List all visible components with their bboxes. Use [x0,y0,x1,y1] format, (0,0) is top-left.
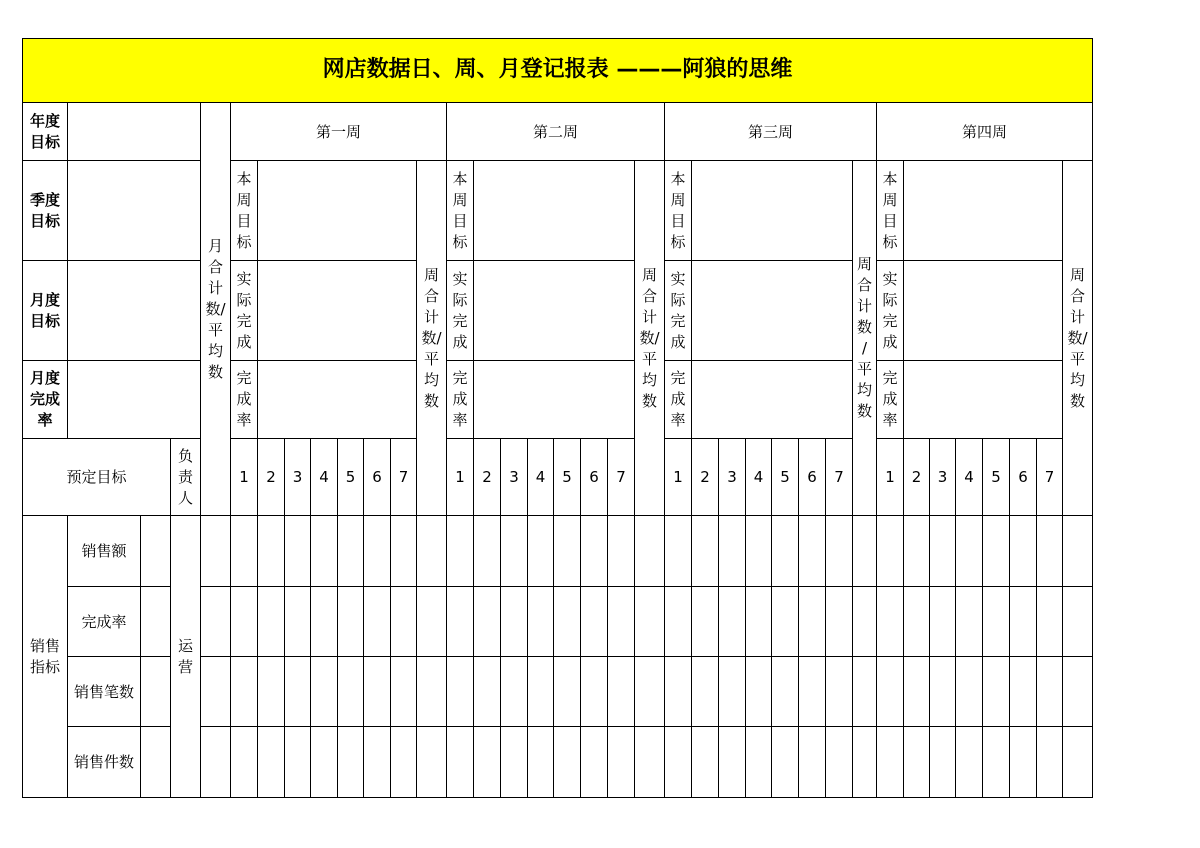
week-actual-label: 实 际 完 成 [230,260,258,361]
week-total-header: 周 合 计 数/ 平 均 数 [634,160,665,516]
week-rate-label: 完 成 率 [230,360,258,439]
day-cell [798,726,826,798]
sales-category: 销售 指标 [22,515,68,798]
week-total-cell [852,586,877,657]
day-header: 3 [718,438,746,516]
day-cell [903,515,930,587]
week-header: 第三周 [664,102,877,161]
day-cell [929,515,956,587]
day-cell [982,515,1010,587]
day-cell [527,515,554,587]
day-header: 6 [1009,438,1037,516]
sales-metric-blank [140,726,171,798]
day-cell [929,586,956,657]
day-cell [553,586,581,657]
week-total-cell [634,586,665,657]
sales-metric-blank [140,515,171,587]
day-cell [982,726,1010,798]
day-cell [580,656,608,727]
week-actual-value [257,260,417,361]
target-value-quarter [67,160,201,261]
week-total-cell [634,726,665,798]
week-actual-value [473,260,635,361]
day-cell [337,656,364,727]
day-cell [798,656,826,727]
day-cell [363,726,391,798]
day-cell [446,726,474,798]
week-actual-value [903,260,1063,361]
day-cell [876,586,904,657]
day-cell [390,586,417,657]
day-cell [230,726,258,798]
day-cell [446,515,474,587]
week-rate-value [473,360,635,439]
day-cell [1009,726,1037,798]
day-cell [284,586,311,657]
day-header: 2 [473,438,501,516]
day-cell [1009,515,1037,587]
week-actual-value [691,260,853,361]
day-cell [553,726,581,798]
day-cell [718,586,746,657]
sales-metric-blank [140,656,171,727]
day-cell [337,586,364,657]
day-cell [771,515,799,587]
day-cell [691,656,719,727]
day-cell [284,656,311,727]
day-cell [390,515,417,587]
week-total-header: 周 合 计 数 / 平 均 数 [852,160,877,516]
day-cell [310,726,338,798]
day-cell [310,515,338,587]
target-value-month [67,260,201,361]
week-rate-label: 完 成 率 [664,360,692,439]
week-header: 第四周 [876,102,1093,161]
day-cell [1009,656,1037,727]
month-total-cell [200,586,231,657]
day-cell [580,586,608,657]
day-header: 4 [745,438,772,516]
day-cell [580,515,608,587]
day-cell [500,515,528,587]
day-header: 5 [553,438,581,516]
day-header: 3 [500,438,528,516]
day-cell [955,726,983,798]
day-cell [1036,656,1063,727]
day-cell [718,656,746,727]
day-cell [363,515,391,587]
day-cell [745,656,772,727]
week-rate-label: 完 成 率 [446,360,474,439]
day-cell [771,726,799,798]
target-value-month_rate [67,360,201,439]
day-header: 5 [337,438,364,516]
day-cell [337,726,364,798]
week-total-cell [416,726,447,798]
day-cell [903,586,930,657]
week-total-cell [1062,726,1093,798]
week-rate-value [257,360,417,439]
day-cell [390,726,417,798]
week-target-value [903,160,1063,261]
week-total-cell [852,726,877,798]
week-header: 第一周 [230,102,447,161]
month-total-cell [200,726,231,798]
day-header: 7 [1036,438,1063,516]
day-header: 4 [310,438,338,516]
day-cell [337,515,364,587]
week-actual-label: 实 际 完 成 [664,260,692,361]
day-cell [284,515,311,587]
day-header: 6 [363,438,391,516]
day-header: 7 [607,438,635,516]
day-cell [257,515,285,587]
month-total-header: 月 合 计 数/ 平 均 数 [200,102,231,516]
day-cell [230,515,258,587]
day-header: 4 [527,438,554,516]
day-cell [446,586,474,657]
week-target-label: 本 周 目 标 [446,160,474,261]
week-total-header: 周 合 计 数/ 平 均 数 [1062,160,1093,516]
day-cell [798,586,826,657]
day-header: 3 [284,438,311,516]
day-cell [876,515,904,587]
week-target-label: 本 周 目 标 [230,160,258,261]
day-cell [929,656,956,727]
day-cell [955,515,983,587]
day-cell [473,726,501,798]
week-total-cell [416,656,447,727]
day-cell [903,726,930,798]
day-cell [607,515,635,587]
day-cell [982,586,1010,657]
day-cell [771,656,799,727]
week-total-cell [634,515,665,587]
week-actual-label: 实 际 完 成 [446,260,474,361]
day-cell [664,515,692,587]
day-header: 6 [580,438,608,516]
day-cell [664,586,692,657]
day-cell [825,515,853,587]
day-header: 2 [903,438,930,516]
day-cell [691,515,719,587]
day-cell [745,726,772,798]
day-cell [876,726,904,798]
day-cell [527,656,554,727]
week-total-cell [852,515,877,587]
day-cell [955,586,983,657]
day-cell [982,656,1010,727]
day-header: 4 [955,438,983,516]
day-cell [310,586,338,657]
day-cell [718,726,746,798]
day-cell [580,726,608,798]
day-header: 1 [446,438,474,516]
day-cell [363,586,391,657]
day-cell [607,586,635,657]
day-cell [691,586,719,657]
day-cell [473,515,501,587]
day-cell [825,726,853,798]
target-label-year: 年度 目标 [22,102,68,161]
day-cell [1036,586,1063,657]
day-cell [903,656,930,727]
week-total-cell [416,515,447,587]
day-header: 1 [230,438,258,516]
day-header: 1 [664,438,692,516]
day-cell [500,656,528,727]
day-cell [527,726,554,798]
sales-metric-label: 销售件数 [67,726,141,798]
target-label-quarter: 季度 目标 [22,160,68,261]
week-rate-value [691,360,853,439]
target-label-month: 月度 目标 [22,260,68,361]
day-cell [310,656,338,727]
day-cell [230,656,258,727]
day-cell [257,726,285,798]
day-cell [929,726,956,798]
week-rate-label: 完 成 率 [876,360,904,439]
week-target-value [473,160,635,261]
week-target-label: 本 周 目 标 [876,160,904,261]
day-cell [1009,586,1037,657]
day-cell [527,586,554,657]
day-cell [798,515,826,587]
day-cell [771,586,799,657]
day-cell [257,656,285,727]
day-cell [607,726,635,798]
week-header: 第二周 [446,102,665,161]
sales-metric-blank [140,586,171,657]
day-cell [745,586,772,657]
day-header: 2 [257,438,285,516]
target-value-year [67,102,201,161]
month-total-cell [200,656,231,727]
preset-target-header: 预定目标 [22,438,171,516]
day-cell [745,515,772,587]
day-header: 7 [390,438,417,516]
week-target-value [257,160,417,261]
day-header: 2 [691,438,719,516]
report-title: 网店数据日、周、月登记报表 ———阿狼的思维 [22,38,1093,103]
day-cell [553,515,581,587]
day-cell [446,656,474,727]
owner-header: 负 责 人 [170,438,201,516]
day-cell [825,586,853,657]
day-header: 1 [876,438,904,516]
week-total-cell [634,656,665,727]
day-cell [473,586,501,657]
day-cell [500,726,528,798]
day-cell [955,656,983,727]
week-total-cell [1062,515,1093,587]
week-target-label: 本 周 目 标 [664,160,692,261]
month-total-cell [200,515,231,587]
week-target-value [691,160,853,261]
day-cell [257,586,285,657]
day-header: 7 [825,438,853,516]
day-cell [390,656,417,727]
day-cell [607,656,635,727]
sales-metric-label: 完成率 [67,586,141,657]
week-actual-label: 实 际 完 成 [876,260,904,361]
sales-owner: 运 营 [170,515,201,798]
day-cell [553,656,581,727]
day-cell [1036,726,1063,798]
day-cell [500,586,528,657]
day-header: 5 [771,438,799,516]
day-cell [230,586,258,657]
sales-metric-label: 销售额 [67,515,141,587]
day-header: 5 [982,438,1010,516]
day-header: 6 [798,438,826,516]
week-total-cell [1062,656,1093,727]
week-total-cell [416,586,447,657]
day-cell [691,726,719,798]
day-cell [473,656,501,727]
day-cell [664,656,692,727]
day-cell [284,726,311,798]
day-cell [718,515,746,587]
day-cell [363,656,391,727]
week-total-cell [852,656,877,727]
week-total-header: 周 合 计 数/ 平 均 数 [416,160,447,516]
day-cell [876,656,904,727]
target-label-month_rate: 月度 完成 率 [22,360,68,439]
week-total-cell [1062,586,1093,657]
day-header: 3 [929,438,956,516]
day-cell [825,656,853,727]
day-cell [1036,515,1063,587]
day-cell [664,726,692,798]
week-rate-value [903,360,1063,439]
sales-metric-label: 销售笔数 [67,656,141,727]
